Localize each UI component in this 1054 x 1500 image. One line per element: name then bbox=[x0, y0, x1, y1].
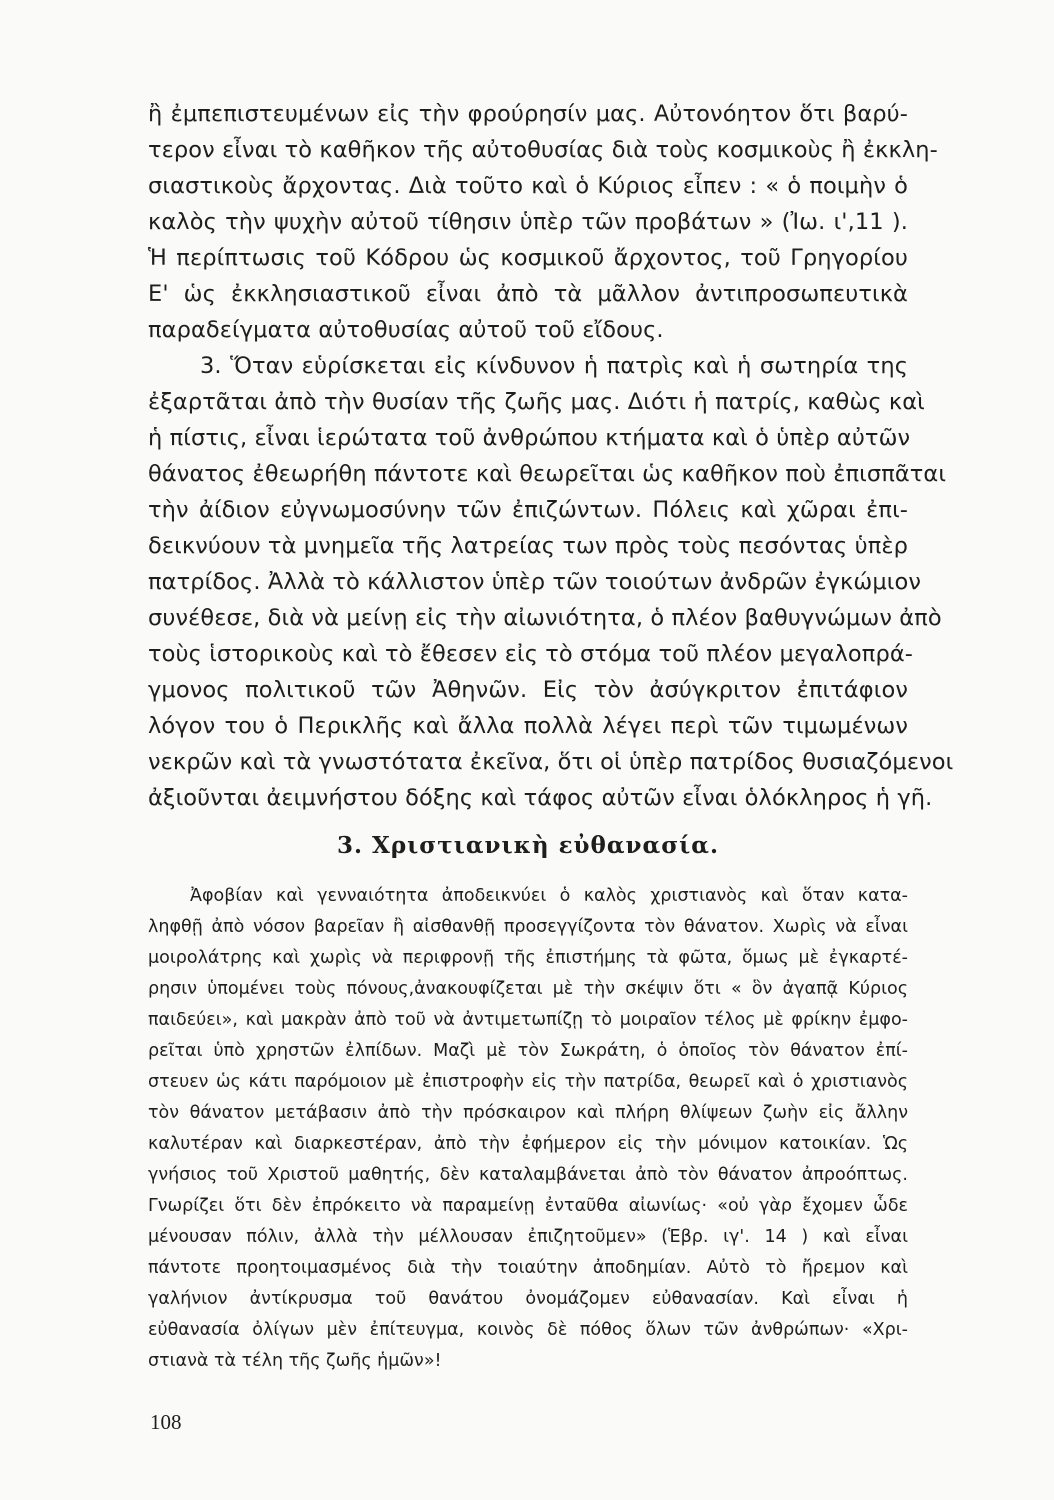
small-text-line: μένουσαν πόλιν, ἀλλὰ τὴν μέλλουσαν ἐπιζητοῦμεν» (Ἑβρ. ιγ'. 14 ) καὶ εἶναι bbox=[148, 1227, 908, 1247]
small-text-line: παιδεύει», καὶ μακρὰν ἀπὸ τοῦ νὰ ἀντιμετωπίζῃ τὸ μοιραῖον τέλος μὲ φρίκην ἐμφο- bbox=[148, 1010, 908, 1030]
paragraph-line: θάνατος ἐθεωρήθη πάντοτε καὶ θεωρεῖται ὡς καθῆκον ποὺ ἐπισπᾶται bbox=[148, 461, 947, 487]
small-text-line: εὐθανασία ὀλίγων μὲν ἐπίτευγμα, κοινὸς δὲ πόθος ὅλων τῶν ἀνθρώπων· «Χρι- bbox=[148, 1320, 908, 1340]
paragraph-line: τὴν ἀίδιον εὐγνωμοσύνην τῶν ἐπιζώντων. Πόλεις καὶ χῶραι ἐπι- bbox=[148, 497, 908, 523]
small-text-line: Ἀφοβίαν καὶ γενναιότητα ἀποδεικνύει ὁ καλὸς χριστιανὸς καὶ ὅταν κατα- bbox=[190, 886, 908, 906]
paragraph-line: δεικνύουν τὰ μνημεῖα τῆς λατρείας των πρὸς τοὺς πεσόντας ὑπὲρ bbox=[148, 533, 908, 559]
paragraph-line: 3. Ὅταν εὑρίσκεται εἰς κίνδυνον ἡ πατρὶς καὶ ἡ σωτηρία της bbox=[200, 353, 908, 379]
paragraph-line: ἡ πίστις, εἶναι ἱερώτατα τοῦ ἀνθρώπου κτήματα καὶ ὁ ὑπὲρ αὐτῶν bbox=[148, 425, 911, 451]
paragraph-line: γμονος πολιτικοῦ τῶν Ἀθηνῶν. Εἰς τὸν ἀσύγκριτον ἐπιτάφιον bbox=[148, 677, 908, 703]
paragraph-line: τερον εἶναι τὸ καθῆκον τῆς αὐτοθυσίας διὰ τοὺς κοσμικοὺς ἢ ἐκκλη- bbox=[148, 137, 938, 163]
small-text-line: Γνωρίζει ὅτι δὲν ἐπρόκειτο νὰ παραμείνῃ ἐνταῦθα αἰωνίως· «οὐ γὰρ ἔχομεν ὧδε bbox=[148, 1196, 908, 1216]
small-text-line: στιανὰ τὰ τέλη τῆς ζωῆς ἡμῶν»! bbox=[148, 1351, 442, 1371]
small-text-line: γαλήνιον ἀντίκρυσμα τοῦ θανάτου ὀνομάζομεν εὐθανασίαν. Καὶ εἶναι ἡ bbox=[148, 1289, 908, 1309]
small-text-line: μοιρολάτρης καὶ χωρὶς νὰ περιφρονῇ τῆς ἐπιστήμης τὰ φῶτα, ὅμως μὲ ἐγκαρτέ- bbox=[148, 948, 908, 968]
paragraph-line: Ἡ περίπτωσις τοῦ Κόδρου ὡς κοσμικοῦ ἄρχοντος, τοῦ Γρηγορίου bbox=[148, 245, 908, 271]
small-text-line: καλυτέραν καὶ διαρκεστέραν, ἀπὸ τὴν ἐφήμερον εἰς τὴν μόνιμον κατοικίαν. Ὡς bbox=[148, 1134, 908, 1154]
small-text-line: ρεῖται ὑπὸ χρηστῶν ἐλπίδων. Μαζὶ μὲ τὸν Σωκράτη, ὁ ὁποῖος τὸν θάνατον ἐπί- bbox=[148, 1041, 908, 1061]
paragraph-line: ἢ ἐμπεπιστευμένων εἰς τὴν φρούρησίν μας. Αὐτονόητον ὅτι βαρύ- bbox=[148, 101, 908, 127]
section-heading: 3. Χριστιανικὴ εὐθανασία. bbox=[336, 832, 720, 859]
paragraph-line: πατρίδος. Ἀλλὰ τὸ κάλλιστον ὑπὲρ τῶν τοιούτων ἀνδρῶν ἐγκώμιον bbox=[148, 569, 922, 595]
paragraph-line: καλὸς τὴν ψυχὴν αὐτοῦ τίθησιν ὑπὲρ τῶν προβάτων » (Ἰω. ι',11 ). bbox=[148, 209, 908, 235]
small-text-line: πάντοτε προητοιμασμένος διὰ τὴν τοιαύτην ἀποδημίαν. Αὐτὸ τὸ ἤρεμον καὶ bbox=[148, 1258, 908, 1278]
paragraph-line: συνέθεσε, διὰ νὰ μείνῃ εἰς τὴν αἰωνιότητα, ὁ πλέον βαθυγνώμων ἀπὸ bbox=[148, 605, 942, 631]
paragraph-line: παραδείγματα αὐτοθυσίας αὐτοῦ τοῦ εἴδους. bbox=[148, 317, 664, 343]
paragraph-line: ἐξαρτᾶται ἀπὸ τὴν θυσίαν τῆς ζωῆς μας. Διότι ἡ πατρίς, καθὼς καὶ bbox=[148, 389, 925, 415]
small-text-line: στευεν ὡς κάτι παρόμοιον μὲ ἐπιστροφὴν εἰς τὴν πατρίδα, θεωρεῖ καὶ ὁ χριστιανὸς bbox=[148, 1072, 908, 1092]
paragraph-line: Ε' ὡς ἐκκλησιαστικοῦ εἶναι ἀπὸ τὰ μᾶλλον ἀντιπροσωπευτικὰ bbox=[148, 281, 908, 307]
small-text-line: γνήσιος τοῦ Χριστοῦ μαθητής, δὲν καταλαμβάνεται ἀπὸ τὸν θάνατον ἀπροόπτως. bbox=[148, 1165, 908, 1185]
paragraph-line: νεκρῶν καὶ τὰ γνωστότατα ἐκεῖνα, ὅτι οἱ ὑπὲρ πατρίδος θυσιαζόμενοι bbox=[148, 749, 954, 775]
small-text-line: τὸν θάνατον μετάβασιν ἀπὸ τὴν πρόσκαιρον καὶ πλήρη θλίψεων ζωὴν εἰς ἄλλην bbox=[148, 1103, 908, 1123]
small-text-line: ληφθῇ ἀπὸ νόσον βαρεῖαν ἢ αἰσθανθῇ προσεγγίζοντα τὸν θάνατον. Χωρὶς νὰ εἶναι bbox=[148, 917, 908, 937]
paragraph-line: λόγον του ὁ Περικλῆς καὶ ἄλλα πολλὰ λέγει περὶ τῶν τιμωμένων bbox=[148, 713, 908, 739]
page-number: 108 bbox=[150, 1410, 182, 1434]
paragraph-line: σιαστικοὺς ἄρχοντας. Διὰ τοῦτο καὶ ὁ Κύριος εἶπεν : « ὁ ποιμὴν ὁ bbox=[148, 173, 908, 199]
paragraph-line: τοὺς ἱστορικοὺς καὶ τὸ ἔθεσεν εἰς τὸ στόμα τοῦ πλέον μεγαλοπρά- bbox=[148, 641, 913, 667]
paragraph-line: ἀξιοῦνται ἀειμνήστου δόξης καὶ τάφος αὐτῶν εἶναι ὁλόκληρος ἡ γῆ. bbox=[148, 785, 933, 811]
small-text-line: ρησιν ὑπομένει τοὺς πόνους,ἀνακουφίζεται μὲ τὴν σκέψιν ὅτι « ὃν ἀγαπᾷ Κύριος bbox=[148, 979, 908, 999]
